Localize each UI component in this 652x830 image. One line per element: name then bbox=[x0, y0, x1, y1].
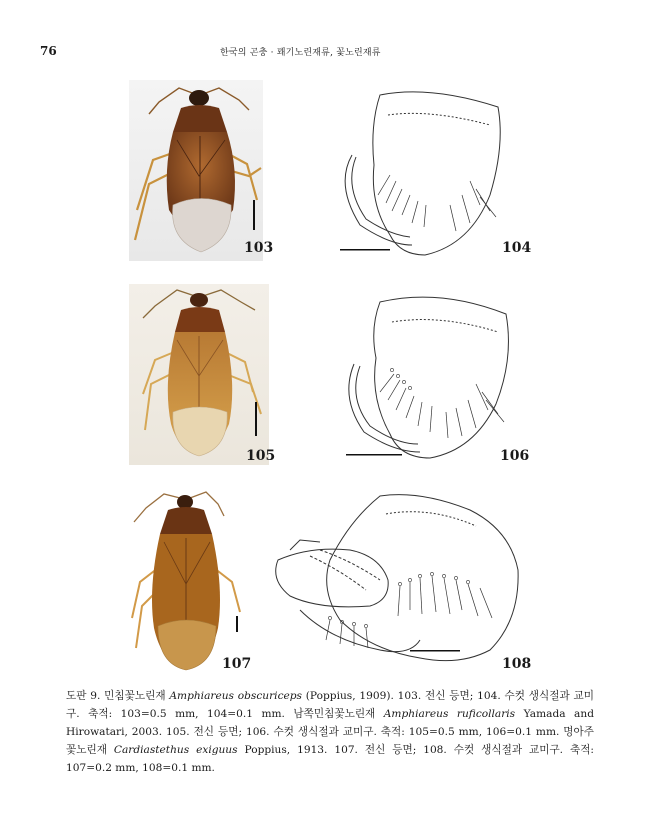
figure-label-105: 105 bbox=[246, 448, 276, 464]
line-drawing-104 bbox=[330, 85, 510, 260]
insect-photo-103 bbox=[129, 80, 263, 261]
insect-photo-107 bbox=[128, 488, 246, 674]
caption-part-1: 도판 9. 민침꽃노린재 bbox=[66, 690, 170, 702]
caption-part-2: (Poppius, 1909). 103. 전신 등면; 104. 수컷 생식절과 교미구. 축적: 103=0.5 mm, 104=0.1 mm. 남쪽민침꽃노린재 bbox=[66, 690, 594, 720]
figure-label-106: 106 bbox=[500, 448, 530, 464]
figure-label-108: 108 bbox=[502, 656, 532, 672]
insect-photo-105 bbox=[129, 284, 269, 465]
figure-label-103: 103 bbox=[244, 240, 274, 256]
photo-105-dorsal-habitus bbox=[129, 284, 269, 465]
line-drawing-108 bbox=[270, 490, 540, 665]
figure-label-104: 104 bbox=[502, 240, 532, 256]
running-title: 한국의 곤충 · 꽤기노린재류, 꽃노린재류 bbox=[220, 48, 381, 58]
line-drawing-106 bbox=[340, 288, 520, 463]
photo-107-dorsal-habitus bbox=[128, 488, 246, 674]
caption-species-3: Cardiastethus exiguus bbox=[113, 744, 238, 756]
caption-species-1: Amphiareus obscuriceps bbox=[169, 690, 302, 702]
drawing-104-male-genitalia bbox=[330, 85, 510, 260]
caption-part-4: Poppius, 1913. 107. 전신 등면; 108. 수컷 생식절과 교미구. 축적: 107=0.2 mm, 108=0.1 mm. bbox=[66, 744, 595, 774]
photo-103-dorsal-habitus bbox=[129, 80, 263, 261]
caption-species-2: Amphiareus ruficollaris bbox=[383, 708, 516, 720]
drawing-106-male-genitalia bbox=[340, 288, 520, 463]
page-number: 76 bbox=[40, 44, 57, 58]
caption-part-3: Yamada and Hirowatari, 2003. 105. 전신 등면; 106. 수컷 생식절과 교미구. 축적: 105=0.5 mm, 106=0.1 mm. 명아주꽃노린재 bbox=[66, 708, 594, 756]
figure-label-107: 107 bbox=[222, 656, 252, 672]
drawing-108-male-genitalia bbox=[270, 490, 540, 665]
plate-caption bbox=[66, 687, 594, 777]
